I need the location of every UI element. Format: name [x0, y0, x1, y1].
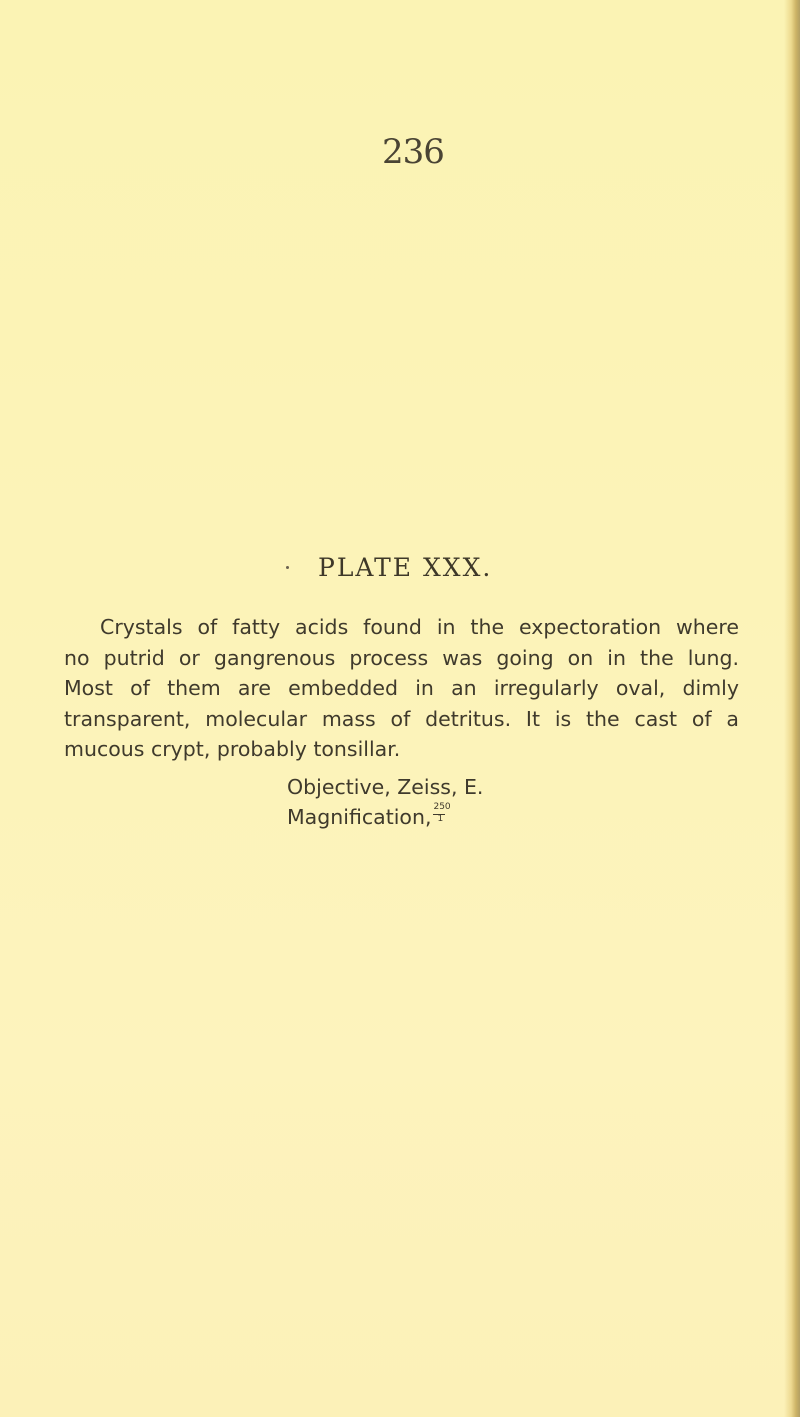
description-line-5: mucous crypt, probably tonsillar. [64, 737, 401, 761]
magnification-label: Magnification, [287, 805, 432, 829]
magnification-denominator: 1 [437, 814, 444, 824]
page-number: 236 [382, 132, 444, 172]
plate-description [64, 612, 739, 765]
description-line-3: Most of them are embedded in an irregularly oval, dimly [64, 676, 739, 700]
caption-magnification [287, 802, 449, 832]
magnification-fraction [433, 804, 449, 826]
page-edge-shadow [784, 0, 800, 1417]
caption-objective: Objective, Zeiss, E. [287, 775, 484, 799]
description-line-1: Crystals of fatty acids found in the expectoration where [100, 615, 739, 639]
magnification-numerator: 250 [433, 802, 451, 812]
description-line-2: no putrid or gangrenous process was going on in the lung. [64, 645, 739, 670]
description-line-4: transparent, molecular mass of detritus. It is the cast of a [64, 706, 739, 731]
stray-mark [286, 566, 289, 569]
plate-title: PLATE XXX. [318, 553, 493, 582]
